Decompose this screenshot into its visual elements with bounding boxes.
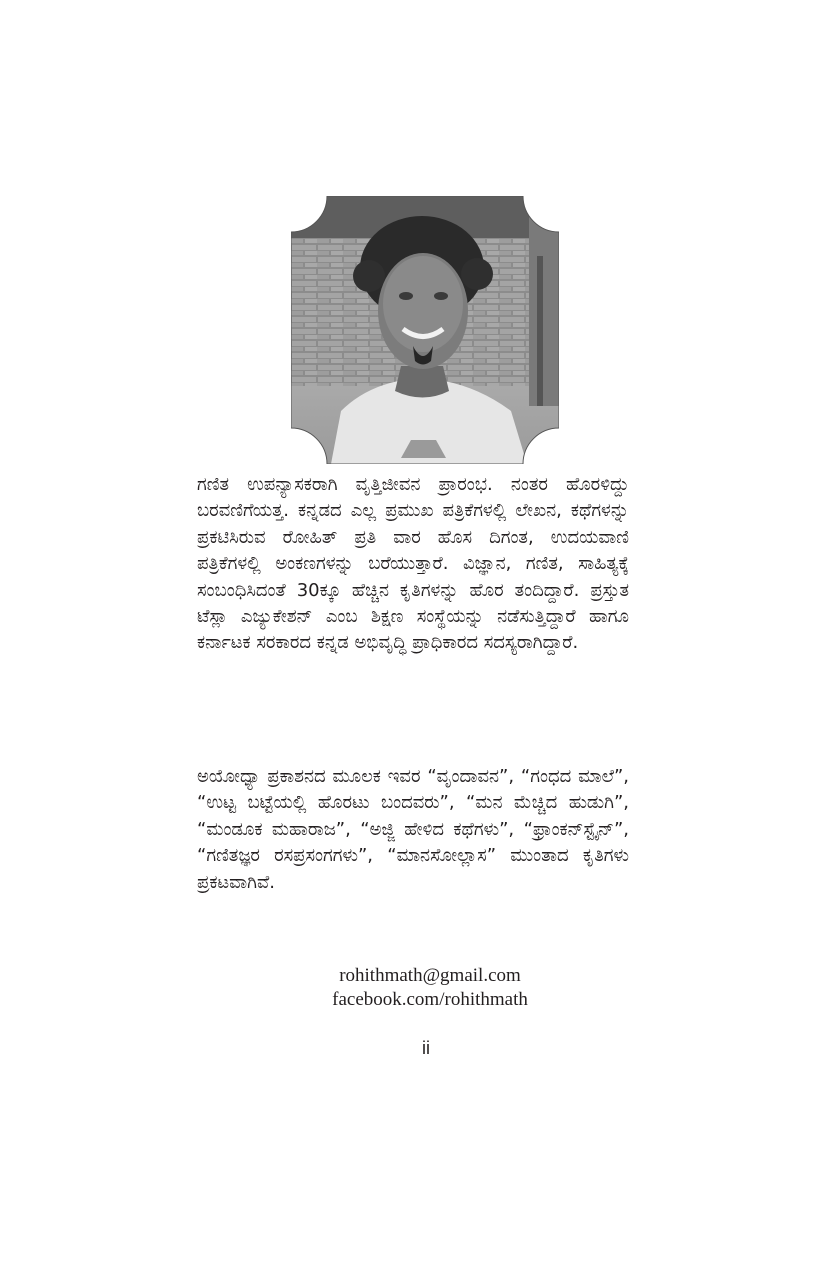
facebook-link: facebook.com/rohithmath — [332, 989, 528, 1010]
bio-paragraph-1: ಗಣಿತ ಉಪನ್ಯಾಸಕರಾಗಿ ವೃತ್ತಿಜೀವನ ಪ್ರಾರಂಭ. ನಂತರ ಹೊರಳಿದ್ದು ಬರವಣಿಗೆಯತ್ತ. ಕನ್ನಡದ ಎಲ್ಲ ಪ್ರಮುಖ ಪತ್ರಿಕೆಗಳಲ್ಲಿ ಲೇಖನ, ಕಥೆಗಳನ್ನು ಪ್ರಕಟಿಸಿರುವ ರೋಹಿತ್ ಪ್ರತಿ ವಾರ ಹೊಸ ದಿಗಂತ, ಉದಯವಾಣಿ ಪತ್ರಿಕೆಗಳಲ್ಲಿ ಅಂಕಣಗಳನ್ನು ಬರೆಯುತ್ತಾರೆ. ವಿಜ್ಞಾನ, ಗಣಿತ, ಸಾಹಿತ್ಯಕ್ಕೆ ಸಂಬಂಧಿಸಿದಂತೆ 30ಕ್ಕೂ ಹೆಚ್ಚಿನ ಕೃತಿಗಳನ್ನು ಹೊರ ತಂದಿದ್ದಾರೆ. ಪ್ರಸ್ತುತ ಟೆಸ್ಲಾ ಎಜ್ಯುಕೇಶನ್ ಎಂಬ ಶಿಕ್ಷಣ ಸಂಸ್ಥೆಯನ್ನು ನಡೆಸುತ್ತಿದ್ದಾರೆ ಹಾಗೂ ಕರ್ನಾಟಕ ಸರಕಾರದ ಕನ್ನಡ ಅಭಿವೃದ್ಧಿ ಪ್ರಾಧಿಕಾರದ ಸದಸ್ಯರಾಗಿದ್ದಾರೆ. — [197, 474, 629, 654]
email-address: rohithmath@gmail.com — [339, 965, 521, 986]
page-number: ii — [422, 1038, 430, 1058]
bio-paragraph-2: ಅಯೋಧ್ಯಾ ಪ್ರಕಾಶನದ ಮೂಲಕ ಇವರ “ವೃಂದಾವನ”, “ಗಂಧದ ಮಾಲೆ”, “ಉಟ್ಟ ಬಟ್ಟೆಯಲ್ಲಿ ಹೊರಟು ಬಂದವರು”, “ಮನ ಮೆಚ್ಚಿದ ಹುಡುಗಿ”, “ಮಂಡೂಕ ಮಹಾರಾಜ”, “ಅಜ್ಜಿ ಹೇಳಿದ ಕಥೆಗಳು”, “ಫ್ರಾಂಕನ್‌ಸ್ಟೈನ್”, “ಗಣಿತಜ್ಞರ ರಸಪ್ರಸಂಗಗಳು”, “ಮಾನಸೋಲ್ಲಾಸ” ಮುಂತಾದ ಕೃತಿಗಳು ಪ್ರಕಟವಾಗಿವೆ. — [197, 766, 629, 893]
author-photo — [291, 196, 559, 464]
